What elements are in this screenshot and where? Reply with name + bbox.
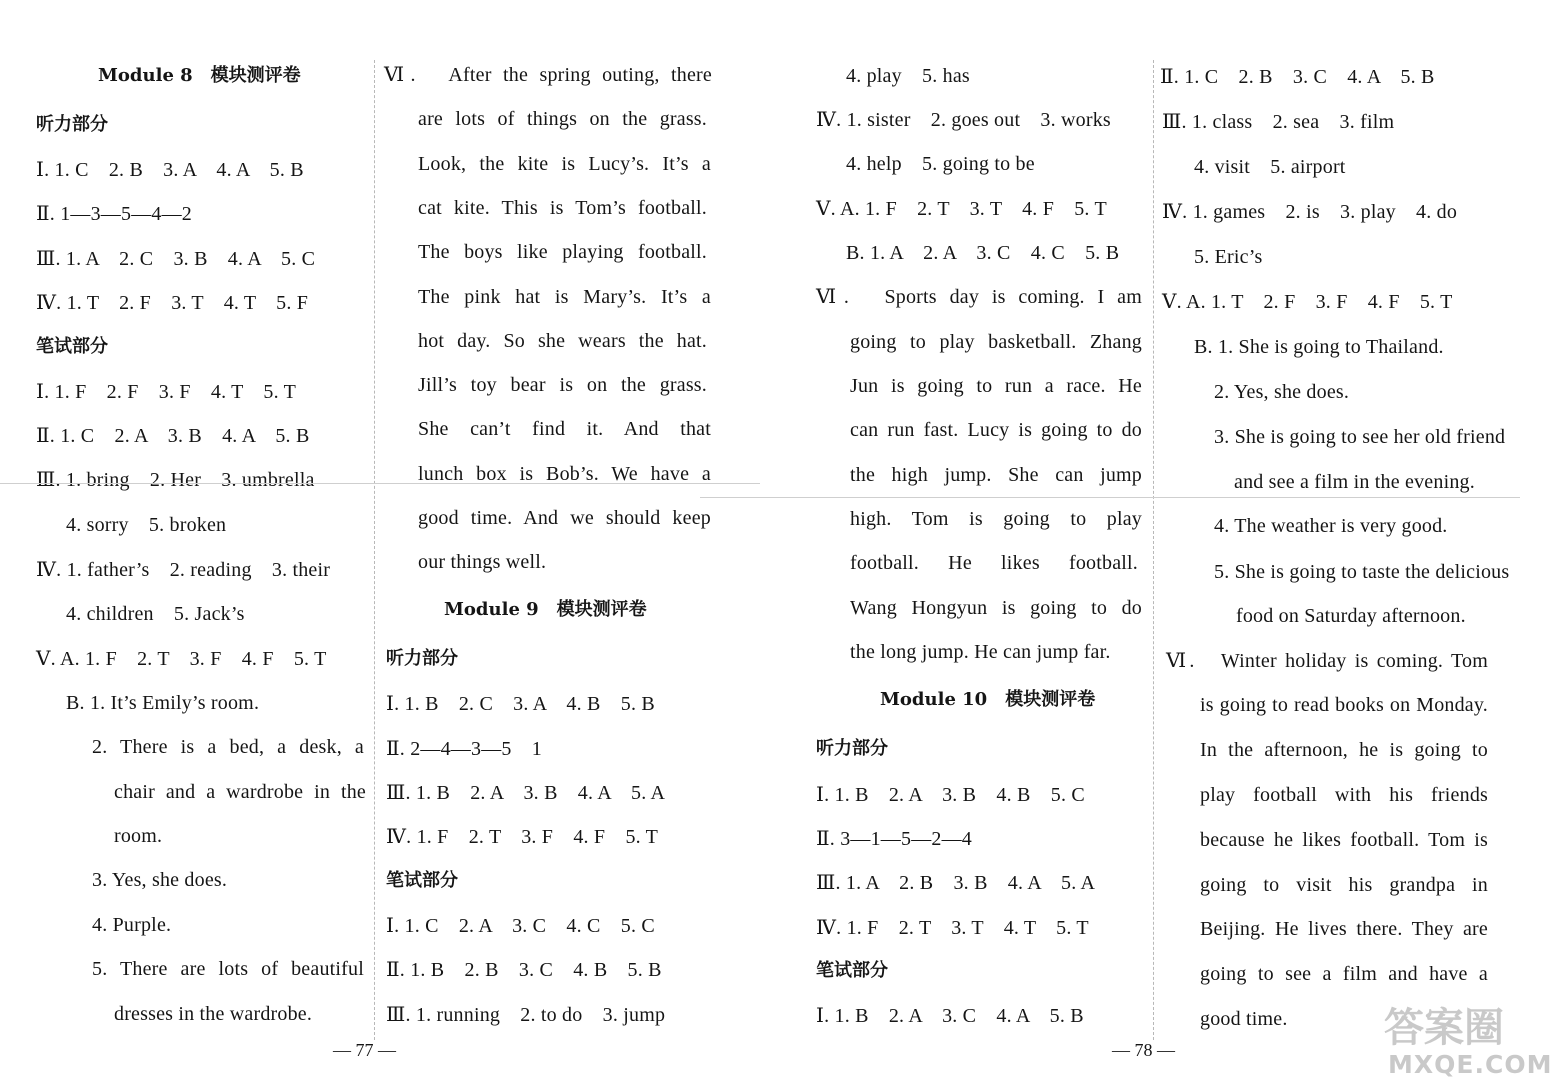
answer-line: Look, the kite is Lucy’s. It’s a (418, 153, 711, 175)
answer-line: Ⅵ. After the spring outing, there (384, 64, 712, 86)
answer-line: Ⅲ. 1. A 2. B 3. B 4. A 5. A (816, 872, 1096, 894)
answer-line: hot day. So she wears the hat. (418, 330, 707, 352)
module-heading: Module 9 模块测评卷 (444, 599, 647, 620)
answer-line: dresses in the wardrobe. (114, 1003, 313, 1025)
answer-line: 5. She is going to taste the delicious (1214, 561, 1510, 583)
answer-line: because he likes football. Tom is (1200, 829, 1488, 851)
answer-line: Ⅰ. 1. C 2. A 3. C 4. C 5. C (386, 915, 655, 937)
answer-line: Ⅲ. 1. bring 2. Her 3. umbrella (36, 469, 315, 491)
watermark-url: MXQE.COM (1388, 1050, 1552, 1079)
answer-line: going to see a film and have a (1200, 963, 1488, 985)
answer-line: Ⅲ. 1. A 2. C 3. B 4. A 5. C (36, 248, 316, 270)
answer-line: Jun is going to run a race. He (850, 375, 1142, 397)
answer-line: the high jump. She can jump (850, 464, 1142, 486)
answer-line: Ⅴ. A. 1. F 2. T 3. T 4. F 5. T (816, 198, 1107, 220)
watermark-text: 答案圈 (1384, 1005, 1504, 1051)
answer-line: Beijing. He lives there. They are (1200, 918, 1488, 940)
page-number-left: — 77 — (333, 1040, 396, 1060)
page-number-right: — 78 — (1112, 1040, 1175, 1060)
answer-line: Ⅱ. 1. B 2. B 3. C 4. B 5. B (386, 959, 662, 981)
answer-line: 3. She is going to see her old friend (1214, 426, 1506, 448)
answer-line: The boys like playing football. (418, 241, 707, 263)
answer-line: Ⅱ. 3—1—5—2—4 (816, 828, 972, 850)
answer-line: Ⅳ. 1. sister 2. goes out 3. works (816, 109, 1111, 131)
answer-line: Ⅳ. 1. F 2. T 3. F 4. F 5. T (386, 826, 659, 848)
answer-line: cat kite. This is Tom’s football. (418, 197, 707, 219)
answer-line: 5. There are lots of beautiful (92, 958, 364, 980)
module-heading: Module 10 模块测评卷 (880, 689, 1096, 710)
answer-line: B. 1. A 2. A 3. C 4. C 5. B (846, 242, 1120, 264)
answer-line: 2. There is a bed, a desk, a (92, 736, 364, 758)
answer-line: going to visit his grandpa in (1200, 874, 1488, 896)
answer-line: good time. And we should keep (418, 507, 711, 529)
answer-line: Ⅱ. 1. C 2. A 3. B 4. A 5. B (36, 425, 310, 447)
answer-line: can run fast. Lucy is going to do (850, 419, 1142, 441)
answer-line: Ⅲ. 1. B 2. A 3. B 4. A 5. A (386, 782, 666, 804)
section-heading: 听力部分 (816, 738, 888, 759)
answer-line: Ⅳ. 1. T 2. F 3. T 4. T 5. F (36, 292, 309, 314)
answer-line: Ⅰ. 1. B 2. C 3. A 4. B 5. B (386, 693, 655, 715)
answer-line: In the afternoon, he is going to (1200, 739, 1488, 761)
answer-line: Ⅳ. 1. father’s 2. reading 3. their (36, 559, 331, 581)
answer-line: Ⅲ. 1. class 2. sea 3. film (1162, 111, 1395, 133)
answer-line: 4. children 5. Jack’s (66, 603, 245, 625)
answer-line: are lots of things on the grass. (418, 108, 707, 130)
answer-line: B. 1. She is going to Thailand. (1194, 336, 1444, 358)
answer-line: 4. help 5. going to be (846, 153, 1035, 175)
answer-line: 3. Yes, she does. (92, 869, 228, 891)
answer-line: Ⅰ. 1. B 2. A 3. C 4. A 5. B (816, 1005, 1084, 1027)
answer-line: Wang Hongyun is going to do (850, 597, 1142, 619)
answer-line: 5. Eric’s (1194, 246, 1263, 268)
answer-line: our things well. (418, 551, 547, 573)
column-divider (1153, 60, 1154, 1040)
answer-line: good time. (1200, 1008, 1288, 1030)
answer-line: and see a film in the evening. (1234, 471, 1475, 493)
answer-line: She can’t find it. And that (418, 418, 711, 440)
column-divider (374, 60, 375, 1040)
answer-line: 4. sorry 5. broken (66, 514, 227, 536)
answer-line: chair and a wardrobe in the (114, 781, 366, 803)
answer-line: 4. The weather is very good. (1214, 515, 1448, 537)
section-heading: 听力部分 (36, 114, 108, 135)
answer-line: Jill’s toy bear is on the grass. (418, 374, 707, 396)
answer-line: 4. play 5. has (846, 65, 970, 87)
answer-line: Ⅱ. 1. C 2. B 3. C 4. A 5. B (1160, 66, 1435, 88)
answer-line: 4. visit 5. airport (1194, 156, 1346, 178)
answer-line: Ⅵ. Sports day is coming. I am (816, 286, 1142, 308)
answer-line: Ⅱ. 1—3—5—4—2 (36, 203, 192, 225)
answer-line: Ⅳ. 1. F 2. T 3. T 4. T 5. T (816, 917, 1089, 939)
answer-line: Ⅴ. A. 1. F 2. T 3. F 4. F 5. T (36, 648, 327, 670)
answer-line: Ⅰ. 1. C 2. B 3. A 4. A 5. B (36, 159, 304, 181)
answer-line: Ⅲ. 1. running 2. to do 3. jump (386, 1004, 666, 1026)
answer-line: B. 1. It’s Emily’s room. (66, 692, 260, 714)
scan-artifact-line (700, 497, 1520, 498)
answer-line: Ⅴ. A. 1. T 2. F 3. F 4. F 5. T (1162, 291, 1453, 313)
answer-line: The pink hat is Mary’s. It’s a (418, 286, 711, 308)
answer-line: high. Tom is going to play (850, 508, 1142, 530)
answer-line: Ⅱ. 2—4—3—5 1 (386, 738, 542, 760)
answer-line: play football with his friends (1200, 784, 1488, 806)
answer-line: food on Saturday afternoon. (1236, 605, 1466, 627)
answer-line: Ⅳ. 1. games 2. is 3. play 4. do (1162, 201, 1458, 223)
answer-line: the long jump. He can jump far. (850, 641, 1111, 663)
scan-artifact-line (0, 483, 760, 484)
section-heading: 听力部分 (386, 648, 458, 669)
answer-line: football. He likes football. (850, 552, 1138, 574)
section-heading: 笔试部分 (386, 870, 458, 891)
answer-line: 2. Yes, she does. (1214, 381, 1350, 403)
answer-line: Ⅰ. 1. B 2. A 3. B 4. B 5. C (816, 784, 1085, 806)
answer-line: 4. Purple. (92, 914, 172, 936)
answer-line: going to play basketball. Zhang (850, 331, 1142, 353)
answer-line: room. (114, 825, 163, 847)
module-heading: Module 8 模块测评卷 (98, 65, 301, 86)
answer-line: lunch box is Bob’s. We have a (418, 463, 711, 485)
section-heading: 笔试部分 (36, 336, 108, 357)
section-heading: 笔试部分 (816, 960, 888, 981)
watermark-logo (1378, 996, 1552, 1084)
answer-line: is going to read books on Monday. (1200, 694, 1488, 716)
answer-line: Ⅵ. Winter holiday is coming. Tom (1166, 650, 1488, 672)
answer-line: Ⅰ. 1. F 2. F 3. F 4. T 5. T (36, 381, 297, 403)
